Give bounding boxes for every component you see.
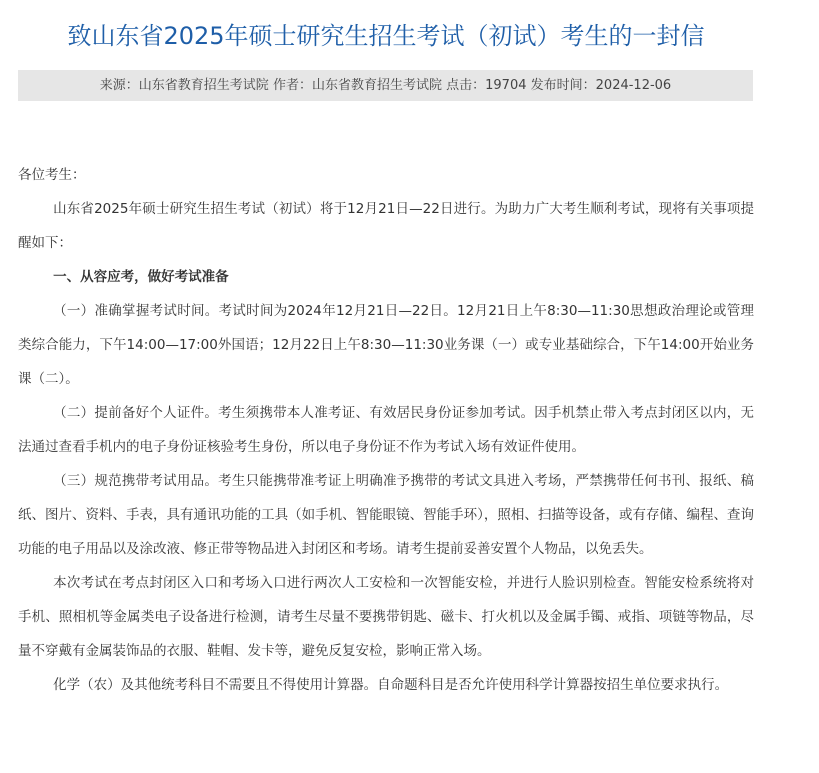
section-heading: 一、从容应考，做好考试准备 (53, 269, 229, 285)
source-label: 来源： (99, 78, 139, 93)
date-value: 2024-12-06 (595, 78, 672, 93)
article-title: 致山东省2025年硕士研究生招生考试（初试）考生的一封信 (67, 22, 705, 50)
clicks-value: 19704 (485, 78, 527, 93)
article-meta-bar (18, 70, 753, 101)
author-label: 作者： (272, 78, 312, 93)
intro-paragraph: 山东省2025年硕士研究生招生考试（初试）将于12月21日—22日进行。为助力广大考生顺利考试，现将有关事项提醒如下： (18, 201, 754, 251)
calculator-paragraph: 化学（农）及其他统考科目不需要且不得使用计算器。自命题科目是否允许使用科学计算器按招生单位要求执行。 (53, 677, 729, 693)
date-label: 发布时间： (530, 78, 596, 93)
clicks-label: 点击： (446, 78, 486, 93)
id-documents-paragraph: （二）提前备好个人证件。考生须携带本人准考证、有效居民身份证参加考试。因手机禁止带入考点封闭区以内，无法通过查看手机内的电子身份证核验考生身份，所以电子身份证不作为考试入场有效证件使用。 (18, 405, 754, 455)
security-check-paragraph: 本次考试在考点封闭区入口和考场入口进行两次人工安检和一次智能安检，并进行人脸识别检查。智能安检系统将对手机、照相机等金属类电子设备进行检测，请考生尽量不要携带钥匙、磁卡、打火机以及金属手镯、戒指、项链等物品，尽量不穿戴有金属装饰品的衣服、鞋帽、发卡等，避免反复安检，影响正常入场。 (18, 575, 754, 659)
article-body (18, 158, 754, 702)
source-value: 山东省教育招生考试院 (138, 78, 269, 93)
salutation: 各位考生： (18, 167, 86, 183)
exam-time-paragraph: （一）准确掌握考试时间。考试时间为2024年12月21日—22日。12月21日上午8:30—11:30思想政治理论或管理类综合能力，下午14:00—17:00外国语；12月22日上午8:30—11:30业务课（一）或专业基础综合，下午14:00开始业务课（二）。 (18, 303, 754, 387)
author-value: 山东省教育招生考试院 (311, 78, 442, 93)
exam-supplies-paragraph: （三）规范携带考试用品。考生只能携带准考证上明确准予携带的考试文具进入考场，严禁携带任何书刊、报纸、稿纸、图片、资料、手表，具有通讯功能的工具（如手机、智能眼镜、智能手环），照相、扫描等设备，或有存储、编程、查询功能的电子用品以及涂改液、修正带等物品进入封闭区和考场。请考生提前妥善安置个人物品，以免丢失。 (18, 473, 754, 557)
